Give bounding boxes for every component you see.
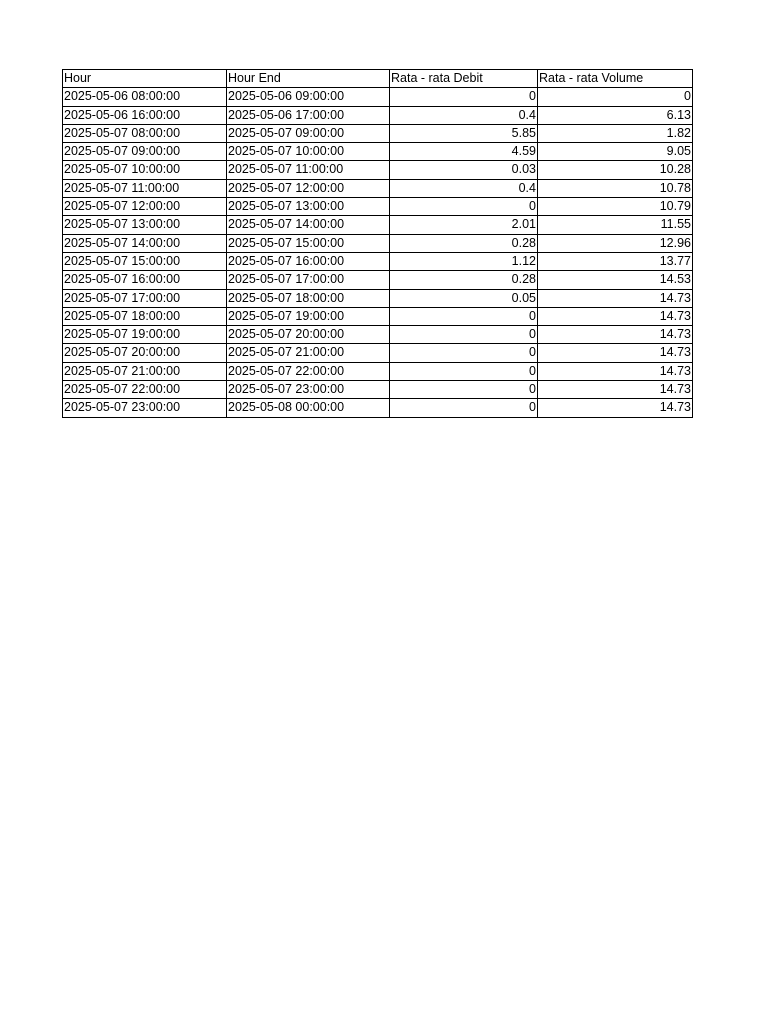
cell-avg-debit: 0: [390, 326, 538, 344]
cell-avg-volume: 11.55: [538, 216, 693, 234]
cell-avg-volume: 12.96: [538, 234, 693, 252]
cell-hour-end: 2025-05-07 21:00:00: [227, 344, 390, 362]
header-hour: Hour: [63, 70, 227, 88]
cell-hour-end: 2025-05-07 17:00:00: [227, 271, 390, 289]
cell-hour-end: 2025-05-07 09:00:00: [227, 124, 390, 142]
cell-avg-volume: 14.73: [538, 307, 693, 325]
cell-hour-end: 2025-05-07 18:00:00: [227, 289, 390, 307]
table-body: [63, 88, 693, 417]
cell-avg-debit: 0: [390, 88, 538, 106]
cell-avg-volume: 1.82: [538, 124, 693, 142]
header-avg-volume: Rata - rata Volume: [538, 70, 693, 88]
cell-hour-end: 2025-05-07 12:00:00: [227, 179, 390, 197]
cell-avg-debit: 4.59: [390, 143, 538, 161]
cell-avg-volume: 14.73: [538, 399, 693, 417]
cell-avg-debit: 0.4: [390, 106, 538, 124]
cell-hour: 2025-05-07 23:00:00: [63, 399, 227, 417]
cell-hour: 2025-05-06 16:00:00: [63, 106, 227, 124]
cell-avg-debit: 2.01: [390, 216, 538, 234]
cell-avg-volume: 0: [538, 88, 693, 106]
table-row: [63, 106, 693, 124]
table-row: [63, 362, 693, 380]
cell-avg-debit: 0: [390, 307, 538, 325]
header-hour-end: Hour End: [227, 70, 390, 88]
cell-hour: 2025-05-07 12:00:00: [63, 198, 227, 216]
cell-hour-end: 2025-05-07 14:00:00: [227, 216, 390, 234]
cell-avg-volume: 6.13: [538, 106, 693, 124]
cell-hour: 2025-05-06 08:00:00: [63, 88, 227, 106]
cell-avg-debit: 0: [390, 344, 538, 362]
cell-hour-end: 2025-05-07 15:00:00: [227, 234, 390, 252]
cell-avg-debit: 5.85: [390, 124, 538, 142]
table-row: [63, 344, 693, 362]
table-row: [63, 198, 693, 216]
cell-hour: 2025-05-07 22:00:00: [63, 381, 227, 399]
cell-avg-debit: 0.4: [390, 179, 538, 197]
cell-avg-volume: 10.79: [538, 198, 693, 216]
cell-avg-debit: 0.28: [390, 271, 538, 289]
cell-hour: 2025-05-07 13:00:00: [63, 216, 227, 234]
cell-hour: 2025-05-07 10:00:00: [63, 161, 227, 179]
table-row: [63, 326, 693, 344]
cell-avg-volume: 9.05: [538, 143, 693, 161]
cell-avg-volume: 14.73: [538, 289, 693, 307]
cell-avg-volume: 14.73: [538, 326, 693, 344]
cell-hour: 2025-05-07 11:00:00: [63, 179, 227, 197]
header-avg-debit: Rata - rata Debit: [390, 70, 538, 88]
cell-avg-debit: 0: [390, 198, 538, 216]
cell-hour: 2025-05-07 17:00:00: [63, 289, 227, 307]
table-row: [63, 179, 693, 197]
cell-avg-volume: 14.73: [538, 362, 693, 380]
cell-hour-end: 2025-05-06 09:00:00: [227, 88, 390, 106]
cell-hour-end: 2025-05-08 00:00:00: [227, 399, 390, 417]
table-row: [63, 216, 693, 234]
cell-avg-volume: 14.73: [538, 344, 693, 362]
cell-avg-volume: 13.77: [538, 252, 693, 270]
cell-hour: 2025-05-07 09:00:00: [63, 143, 227, 161]
cell-hour: 2025-05-07 18:00:00: [63, 307, 227, 325]
table-row: [63, 289, 693, 307]
table-row: [63, 88, 693, 106]
cell-hour: 2025-05-07 16:00:00: [63, 271, 227, 289]
table-row: [63, 161, 693, 179]
cell-avg-volume: 14.53: [538, 271, 693, 289]
cell-avg-debit: 0: [390, 362, 538, 380]
table-row: [63, 381, 693, 399]
cell-avg-debit: 1.12: [390, 252, 538, 270]
cell-hour-end: 2025-05-07 22:00:00: [227, 362, 390, 380]
table-row: [63, 307, 693, 325]
table-row: [63, 399, 693, 417]
cell-hour-end: 2025-05-06 17:00:00: [227, 106, 390, 124]
cell-avg-debit: 0: [390, 381, 538, 399]
table-row: [63, 234, 693, 252]
cell-hour: 2025-05-07 21:00:00: [63, 362, 227, 380]
cell-hour-end: 2025-05-07 20:00:00: [227, 326, 390, 344]
cell-avg-volume: 10.78: [538, 179, 693, 197]
data-table: [62, 69, 693, 418]
cell-hour-end: 2025-05-07 19:00:00: [227, 307, 390, 325]
cell-hour: 2025-05-07 15:00:00: [63, 252, 227, 270]
table-row: [63, 124, 693, 142]
cell-hour: 2025-05-07 20:00:00: [63, 344, 227, 362]
cell-hour-end: 2025-05-07 13:00:00: [227, 198, 390, 216]
cell-avg-debit: 0.03: [390, 161, 538, 179]
cell-hour: 2025-05-07 08:00:00: [63, 124, 227, 142]
header-row: [63, 70, 693, 88]
cell-avg-debit: 0.28: [390, 234, 538, 252]
table-row: [63, 252, 693, 270]
cell-hour-end: 2025-05-07 23:00:00: [227, 381, 390, 399]
table-row: [63, 271, 693, 289]
cell-hour-end: 2025-05-07 10:00:00: [227, 143, 390, 161]
cell-avg-volume: 14.73: [538, 381, 693, 399]
cell-hour: 2025-05-07 19:00:00: [63, 326, 227, 344]
cell-avg-volume: 10.28: [538, 161, 693, 179]
cell-hour-end: 2025-05-07 11:00:00: [227, 161, 390, 179]
cell-hour-end: 2025-05-07 16:00:00: [227, 252, 390, 270]
cell-avg-debit: 0.05: [390, 289, 538, 307]
table-header: [63, 70, 693, 88]
cell-hour: 2025-05-07 14:00:00: [63, 234, 227, 252]
cell-avg-debit: 0: [390, 399, 538, 417]
table-row: [63, 143, 693, 161]
